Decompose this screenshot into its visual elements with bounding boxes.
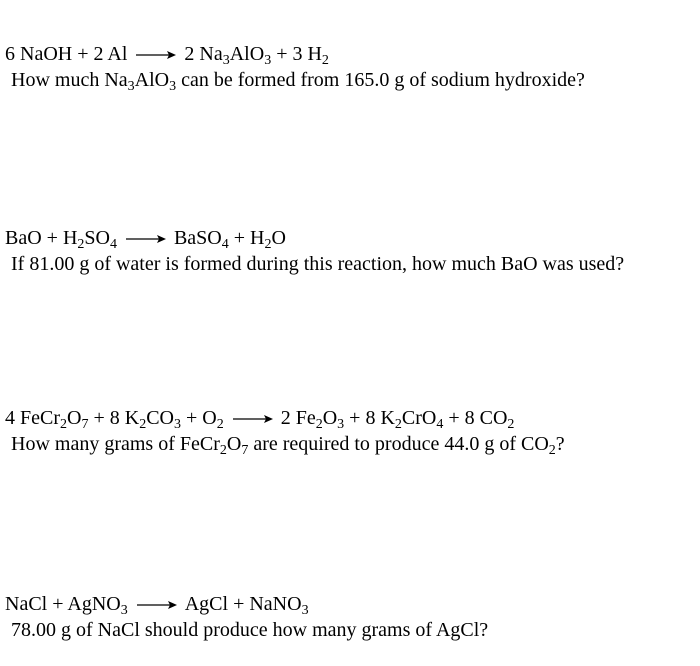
- text-run: BaSO: [173, 227, 222, 249]
- text-run: 4 FeCr: [5, 407, 60, 429]
- text-run: How many grams of FeCr: [11, 433, 220, 455]
- subscript: 2: [315, 417, 323, 432]
- question-text: [0, 251, 700, 277]
- subscript: 3: [264, 53, 272, 68]
- problem-2: [0, 225, 700, 277]
- subscript: 2: [219, 443, 227, 458]
- subscript: 3: [222, 53, 230, 68]
- text-run: O: [226, 433, 242, 455]
- text-run: CrO: [401, 407, 437, 429]
- subscript: 3: [127, 79, 135, 94]
- text-run: 2 Fe: [280, 407, 316, 429]
- products: [184, 43, 329, 68]
- subscript: 2: [264, 237, 272, 252]
- products: [173, 227, 286, 252]
- chemical-equation: [0, 591, 700, 617]
- problem-4: [0, 591, 700, 643]
- reaction-arrow-icon: [136, 49, 176, 61]
- subscript: 2: [507, 417, 515, 432]
- text-run: O: [271, 227, 286, 249]
- text-run: 78.00 g of NaCl should produce how many grams of AgCl?: [11, 619, 489, 641]
- text-run: ?: [555, 433, 565, 455]
- text-run: How much Na: [11, 69, 128, 91]
- text-run: + 2 Al: [72, 43, 128, 65]
- text-run: BaO + H: [5, 227, 78, 249]
- text-run: + 8 CO: [443, 407, 508, 429]
- subscript: 4: [436, 417, 444, 432]
- reaction-arrow-icon: [233, 413, 273, 425]
- reactants: [5, 43, 127, 65]
- chemical-equation: [0, 405, 700, 431]
- text-run: + 3 H: [271, 43, 322, 65]
- text-run: AlO: [229, 43, 265, 65]
- subscript: 2: [60, 417, 67, 432]
- subscript: 2: [216, 417, 224, 432]
- subscript: 2: [394, 417, 402, 432]
- subscript: 3: [301, 603, 309, 618]
- question-text: [0, 431, 700, 457]
- subscript: 4: [221, 237, 229, 252]
- text-run: + H: [228, 227, 265, 249]
- text-run: SO: [84, 227, 110, 249]
- subscript: 3: [169, 79, 177, 94]
- text-run: 2 Na: [184, 43, 223, 65]
- products: [280, 407, 515, 432]
- text-run: + O: [180, 407, 217, 429]
- text-run: + 8 K: [344, 407, 395, 429]
- subscript: 4: [109, 237, 117, 252]
- reactants: [5, 593, 128, 618]
- text-run: + 8 K: [88, 407, 140, 429]
- question-text: [0, 67, 700, 93]
- text-run: If 81.00 g of water is formed during this reaction, how much BaO was used?: [11, 253, 625, 275]
- question-text: [0, 617, 700, 643]
- reactants: [5, 407, 224, 432]
- text-run: are required to produce 44.0 g of CO: [248, 433, 549, 455]
- text-run: CO: [146, 407, 174, 429]
- subscript: 3: [337, 417, 345, 432]
- reactants: [5, 227, 117, 252]
- subscript: 2: [321, 53, 329, 68]
- reaction-arrow-icon: [126, 233, 166, 245]
- subscript: 7: [81, 417, 89, 432]
- subscript: 2: [77, 237, 85, 252]
- chemical-equation: [0, 225, 700, 251]
- subscript: 2: [139, 417, 147, 432]
- reaction-arrow-icon: [137, 599, 177, 611]
- text-run: 6 NaOH: [5, 43, 73, 65]
- subscript: 2: [548, 443, 556, 458]
- text-run: can be formed from 165.0 g of sodium hydroxide?: [176, 69, 585, 91]
- problem-1: [0, 41, 700, 93]
- text-run: O: [67, 407, 82, 429]
- text-run: NaCl + AgNO: [5, 593, 121, 615]
- subscript: 7: [241, 443, 249, 458]
- text-run: O: [322, 407, 338, 429]
- text-run: AgCl + NaNO: [184, 593, 302, 615]
- products: [184, 593, 309, 618]
- subscript: 3: [173, 417, 181, 432]
- text-run: AlO: [134, 69, 170, 91]
- chemical-equation: [0, 41, 700, 67]
- subscript: 3: [120, 603, 128, 618]
- problem-3: [0, 405, 700, 457]
